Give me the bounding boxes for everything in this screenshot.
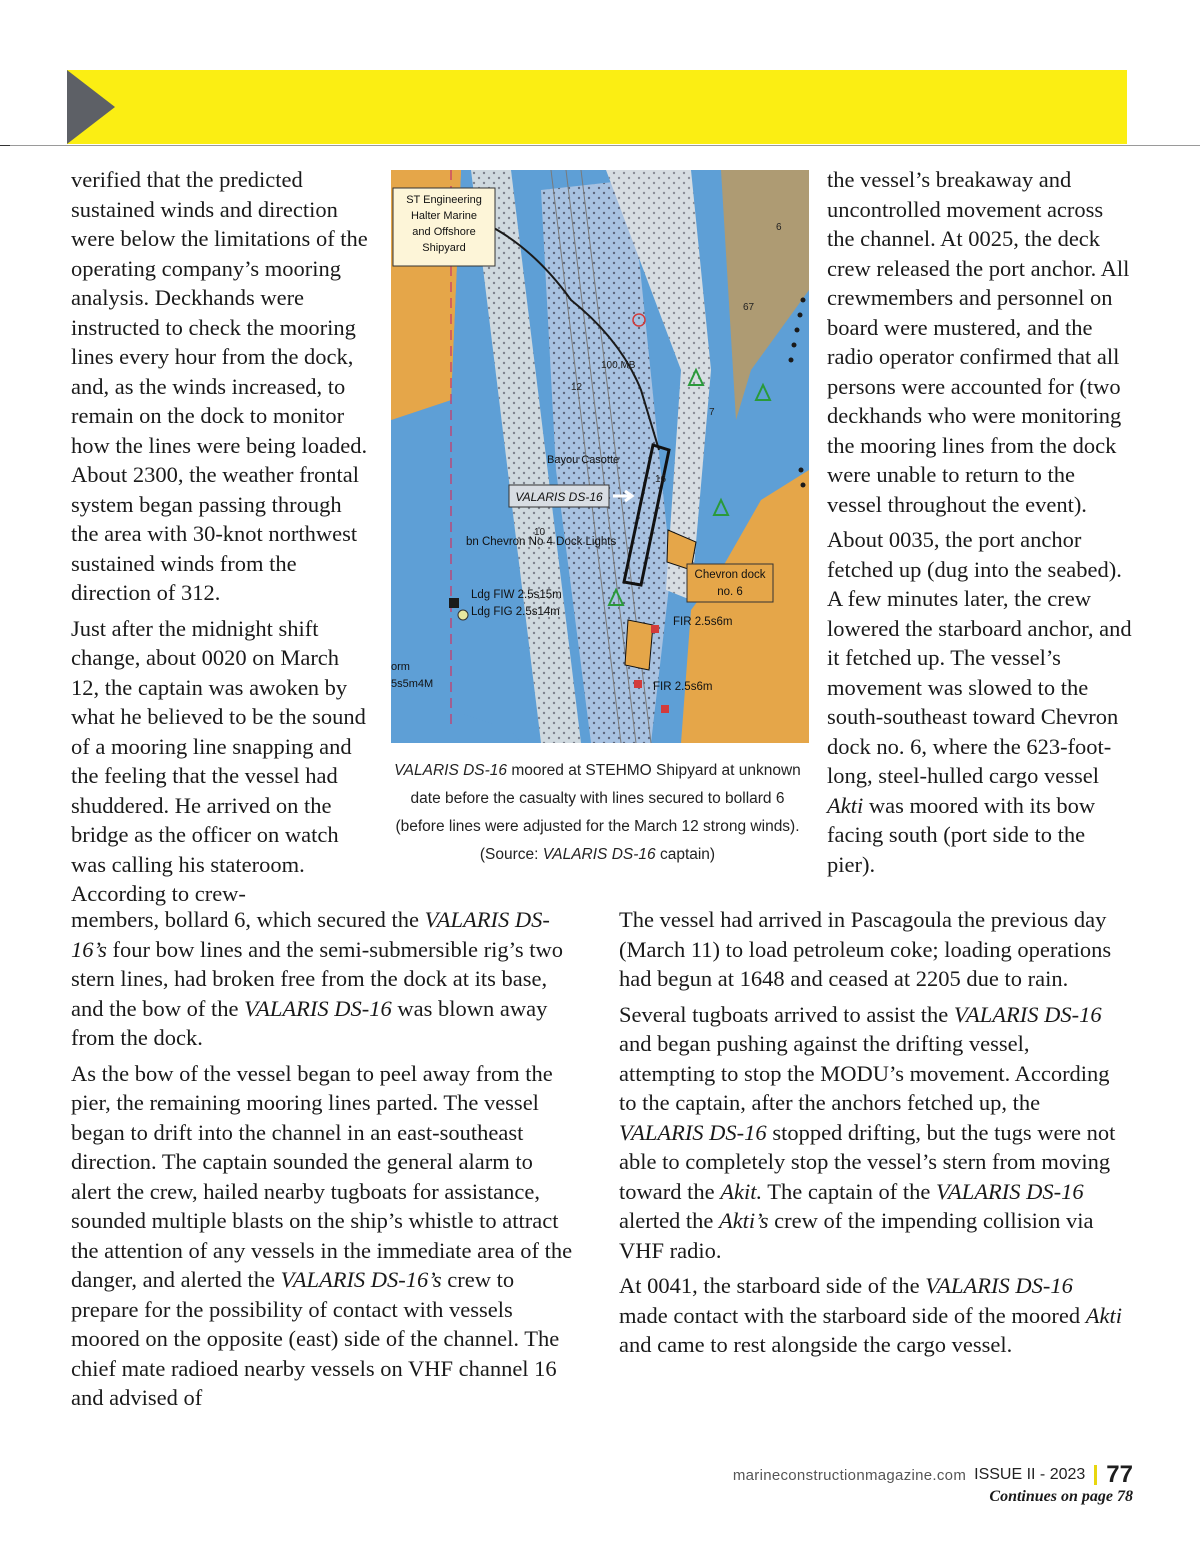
paragraph: The vessel had arrived in Pascagoula the previous day (March 11) to load petroleum coke; loading operations had begun at 1648 and ceased at 2205 due to rain. xyxy=(619,907,1112,991)
shipyard-label-line: ST Engineering xyxy=(406,194,482,206)
footer-divider xyxy=(1094,1465,1097,1485)
dock-label-line: no. 6 xyxy=(717,586,743,598)
header-rule xyxy=(0,145,1200,146)
fir-label: FIR 2.5s6m xyxy=(673,616,733,628)
vessel-label: VALARIS DS-16 xyxy=(515,490,603,504)
paragraph: the vessel’s breakaway and uncontrolled movement across the channel. At 0025, the deck crew released the port anchor. All crewmembers and personnel on board were mustered, and the radio operator confirmed that all persons were accounted for (two deckhands who were monitoring the mooring lines from the dock were unable to return to the vessel throughout the event). xyxy=(827,167,1130,517)
continues-note: Continues on page 78 xyxy=(989,1488,1133,1505)
shipyard-label-line: and Offshore xyxy=(412,226,476,238)
column-left-upper xyxy=(71,165,371,915)
column-right-upper xyxy=(827,165,1132,885)
nautical-chart-image xyxy=(391,170,809,743)
paragraph: Just after the midnight shift change, about 0020 on March 12, the captain was awoken by what he believed to be the sound of a mooring line snapping and the feeling that the vessel had shuddered. He arrived on the bridge as the officer on watch was calling his stateroom. According to crew- xyxy=(71,615,366,906)
paragraph: members, bollard 6, which secured the VALARIS DS-16’s four bow lines and the semi-submersible rig’s two stern lines, had broken free from the dock at its base, and the bow of the VALARIS DS-16 was blown away from the dock. xyxy=(71,907,564,1050)
paragraph: Several tugboats arrived to assist the VALARIS DS-16 and began pushing against the drifting vessel, attempting to stop the MODU’s movement. According to the captain, after the anchors fetched up, the VALARIS DS-16 stopped drifting, but the tugs were not able to completely stop the vessel’s stern from moving toward the Akit. The captain of the VALARIS DS-16 alerted the Akti’s crew of the impending collision via VHF radio. xyxy=(619,1001,1116,1263)
shipyard-label-line: Shipyard xyxy=(422,242,466,254)
chevron-lights-label: bn Chevron No 4 Dock Lights xyxy=(466,536,617,548)
header-rule-mark xyxy=(0,145,10,146)
figure-caption: VALARIS DS-16 moored at STEHMO Shipyard at unknown date before the casualty with lines secured to bollard 6 (before lines were adjusted for the March 12 strong winds). (Source: VALARIS DS-16 captain) xyxy=(394,762,801,863)
paragraph: verified that the predicted sustained winds and direction were below the limitations of the operating company’s mooring analysis. Deckhands were instructed to check the mooring lines every hour from the dock, and, as the winds increased, to remain on the dock to monitor how the lines were being loaded. About 2300, the weather frontal system began passing through the area with 30-knot northwest sustained winds from the direction of 312. xyxy=(71,167,368,605)
paragraph: As the bow of the vessel began to peel away from the pier, the remaining mooring lines parted. The vessel began to drift into the channel in an east-southeast direction. The captain sounded the general alarm to alert the crew, hailed nearby tugboats for assistance, sounded multiple blasts on the ship’s whistle to attract the attention of any vessels in the immediate area of the danger, and alerted the VALARIS DS-16’s crew to prepare for the possibility of contact with vessels moored on the opposite (east) side of the channel. The chief mate radioed nearby vessels on VHF channel 16 and advised of xyxy=(71,1060,573,1410)
svg-text:12: 12 xyxy=(571,382,583,393)
chart-figure xyxy=(391,170,809,743)
footer-site: marineconstructionmagazine.com xyxy=(732,1466,967,1484)
footer-issue: ISSUE II - 2023 xyxy=(974,1466,1086,1483)
fir-label: FIR 2.5s6m xyxy=(653,681,713,693)
dock-label-line: Chevron dock xyxy=(694,569,766,581)
page-footer xyxy=(733,1461,1133,1489)
column-left-lower xyxy=(71,905,576,1419)
page-number: 77 xyxy=(1106,1461,1133,1488)
paragraph: At 0041, the starboard side of the VALARIS DS-16 made contact with the starboard side of the moored Akti and came to rest alongside the cargo vessel. xyxy=(619,1273,1122,1357)
svg-text:orm: orm xyxy=(391,661,410,673)
bayou-label: Bayou Casotte xyxy=(547,454,620,466)
ldg-label: Ldg FIW 2.5s15m xyxy=(471,589,562,601)
svg-text:16: 16 xyxy=(655,474,667,485)
paragraph: About 0035, the port anchor fetched up (dug into the seabed). A few minutes later, the crew lowered the starboard anchor, and it fetched up. The vessel’s movement was slowed to the south-southeast toward Chevron dock no. 6, where the 623-foot-long, steel-hulled cargo vessel Akti was moored with its bow facing south (port side to the pier). xyxy=(827,527,1132,877)
header-banner xyxy=(67,70,1127,144)
banner-arrow-icon xyxy=(67,70,115,144)
shipyard-label-line: Halter Marine xyxy=(410,210,478,222)
ldg-label: Ldg FIG 2.5s14m xyxy=(471,606,560,618)
svg-text:67: 67 xyxy=(743,302,755,313)
svg-text:6: 6 xyxy=(776,222,782,233)
svg-text:10: 10 xyxy=(534,527,546,538)
svg-text:7: 7 xyxy=(709,407,715,418)
svg-text:5s5m4M: 5s5m4M xyxy=(391,678,434,690)
svg-text:100 MB: 100 MB xyxy=(601,360,636,371)
column-right-lower xyxy=(619,905,1124,1366)
